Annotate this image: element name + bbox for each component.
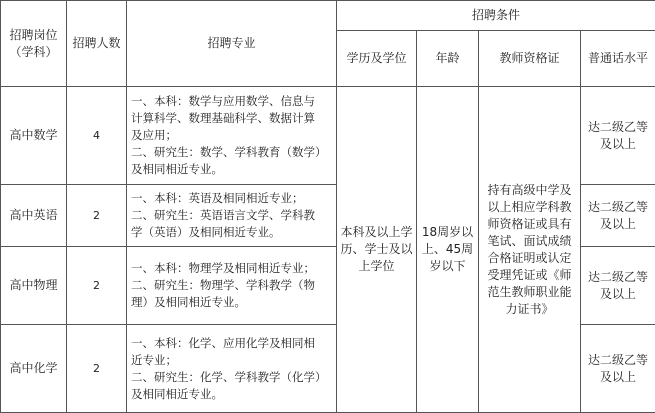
- major-cell: [127, 325, 337, 413]
- major-line: 学（英语）及相同相近专业。: [131, 224, 333, 241]
- header-conditions: 招聘条件: [337, 1, 655, 31]
- table-row: [1, 87, 655, 185]
- age-cell: 18周岁以上、45周岁以下: [417, 87, 479, 413]
- header-major: 招聘专业: [127, 1, 337, 87]
- major-line: 及应用；: [131, 127, 333, 144]
- count-cell: 4: [67, 87, 127, 185]
- header-count: 招聘人数: [67, 1, 127, 87]
- major-line: 及相同相近专业。: [131, 161, 333, 178]
- major-cell: [127, 185, 337, 247]
- major-line: 计算科学、数理基础科学、数据计算: [131, 110, 333, 127]
- major-line: 二、研究生：英语语言文学、学科教: [131, 207, 333, 224]
- position-cell: 高中数学: [1, 87, 67, 185]
- mandarin-cell: 达二级乙等及以上: [581, 325, 655, 413]
- major-line: 二、研究生：化学、学科教学（化学）: [131, 369, 333, 386]
- major-cell: [127, 247, 337, 325]
- certificate-cell: 持有高级中学及以上相应学科教师资格证或具有笔试、面试成绩合格证明或认定受理凭证或《师范生教师职业能力证书》: [479, 87, 581, 413]
- major-line: 一、本科：英语及相同相近专业；: [131, 190, 333, 207]
- count-cell: 2: [67, 325, 127, 413]
- education-cell: 本科及以上学历、学士及以上学位: [337, 87, 417, 413]
- major-cell: [127, 87, 337, 185]
- major-line: 二、研究生：物理学、学科教学（物: [131, 277, 333, 294]
- major-line: 及相同相近专业。: [131, 386, 333, 403]
- header-position: 招聘岗位（学科）: [1, 1, 67, 87]
- mandarin-cell: 达二级乙等及以上: [581, 87, 655, 185]
- header-education: 学历及学位: [337, 31, 417, 87]
- position-cell: 高中物理: [1, 247, 67, 325]
- count-cell: 2: [67, 247, 127, 325]
- major-line: 一、本科：化学、应用化学及相同相: [131, 335, 333, 352]
- position-cell: 高中英语: [1, 185, 67, 247]
- header-certificate: 教师资格证: [479, 31, 581, 87]
- count-cell: 2: [67, 185, 127, 247]
- header-age: 年龄: [417, 31, 479, 87]
- major-line: 近专业；: [131, 352, 333, 369]
- major-line: 一、本科：物理学及相同相近专业；: [131, 260, 333, 277]
- mandarin-cell: 达二级乙等及以上: [581, 247, 655, 325]
- major-line: 二、研究生：数学、学科教育（数学）: [131, 144, 333, 161]
- position-cell: 高中化学: [1, 325, 67, 413]
- mandarin-cell: 达二级乙等及以上: [581, 185, 655, 247]
- major-line: 一、本科：数学与应用数学、信息与: [131, 93, 333, 110]
- major-line: 理）及相同相近专业。: [131, 294, 333, 311]
- header-mandarin: 普通话水平: [581, 31, 655, 87]
